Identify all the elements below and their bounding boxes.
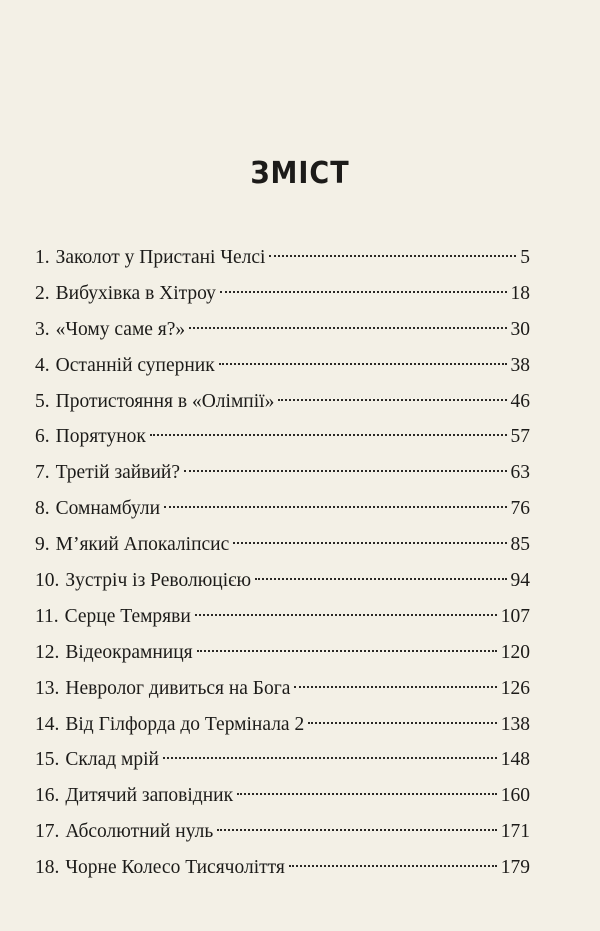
page-number: 38 — [510, 354, 530, 376]
chapter-number: 3. — [35, 318, 50, 340]
chapter-number: 17. — [35, 821, 60, 843]
toc-entry — [35, 240, 530, 276]
page-number: 160 — [500, 785, 530, 807]
toc-entry — [35, 527, 530, 563]
chapter-title: Сомнамбули — [55, 498, 161, 520]
dot-leader — [294, 686, 496, 688]
page-number: 76 — [510, 498, 530, 520]
chapter-number: 1. — [35, 247, 50, 268]
toc-entry — [35, 742, 530, 778]
toc-entry — [35, 419, 530, 455]
page-number: 57 — [510, 426, 530, 448]
page-number: 107 — [500, 605, 530, 627]
chapter-title: Протистояння в «Олімпії» — [55, 390, 275, 412]
toc-entry — [35, 671, 530, 707]
chapter-number: 7. — [35, 462, 50, 484]
dot-leader — [220, 291, 507, 293]
dot-leader — [289, 865, 497, 867]
chapter-number: 14. — [35, 713, 60, 735]
dot-leader — [150, 434, 507, 436]
chapter-title: Невролог дивиться на Бога — [65, 677, 291, 699]
toc-entry — [35, 384, 530, 420]
chapter-title: Вибухівка в Хітроу — [55, 282, 216, 304]
page-number: 148 — [500, 749, 530, 771]
dot-leader — [237, 793, 497, 795]
page-number: 138 — [500, 713, 530, 735]
toc-entry — [35, 635, 530, 671]
chapter-number: 13. — [35, 677, 60, 699]
chapter-title: «Чому саме я?» — [55, 318, 186, 340]
chapter-number: 12. — [35, 641, 60, 663]
dot-leader — [233, 542, 506, 544]
toc-entry — [35, 276, 530, 312]
chapter-number: 4. — [35, 354, 50, 376]
chapter-title: Порятунок — [55, 426, 146, 448]
page-number: 179 — [500, 857, 530, 879]
toc-entry — [35, 814, 530, 850]
chapter-number: 6. — [35, 426, 50, 448]
dot-leader — [184, 470, 507, 472]
page-number: 120 — [500, 641, 530, 663]
page-number: 63 — [510, 462, 530, 484]
chapter-title: Зустріч із Революцією — [65, 570, 252, 592]
chapter-title: М’який Апокаліпсис — [55, 534, 230, 556]
toc-entry — [35, 850, 530, 886]
chapter-title: Останній суперник — [55, 354, 215, 376]
page-number: 18 — [510, 282, 530, 304]
chapter-title: Третій зайвий? — [55, 462, 180, 484]
chapter-number: 10. — [35, 570, 60, 592]
dot-leader — [195, 614, 497, 616]
chapter-title: Абсолютний нуль — [65, 821, 214, 843]
dot-leader — [255, 578, 506, 580]
chapter-number: 2. — [35, 282, 50, 304]
dot-leader — [219, 363, 507, 365]
dot-leader — [163, 757, 497, 759]
chapter-title: Склад мрій — [65, 749, 159, 771]
chapter-title: Серце Темряви — [64, 605, 191, 627]
dot-leader — [308, 722, 497, 724]
page-number: 30 — [510, 318, 530, 340]
chapter-title: Заколот у Пристані Челсі — [55, 247, 266, 268]
page-number: 5 — [520, 247, 530, 268]
dot-leader — [189, 327, 506, 329]
chapter-number: 9. — [35, 534, 50, 556]
chapter-number: 18. — [35, 857, 60, 879]
toc-entry — [35, 312, 530, 348]
page-number: 126 — [500, 677, 530, 699]
page-number: 94 — [510, 570, 530, 592]
chapter-number: 16. — [35, 785, 60, 807]
page-number: 85 — [510, 534, 530, 556]
dot-leader — [278, 399, 506, 401]
toc-entry — [35, 348, 530, 384]
chapter-title: Від Гілфорда до Термінала 2 — [65, 713, 305, 735]
chapter-title: Чорне Колесо Тисячоліття — [65, 857, 285, 879]
chapter-number: 5. — [35, 390, 50, 412]
table-of-contents — [35, 240, 530, 886]
toc-entry — [35, 778, 530, 814]
toc-entry — [35, 563, 530, 599]
chapter-title: Відеокрамниця — [65, 641, 193, 663]
page-title: ЗМІСТ — [250, 156, 350, 191]
chapter-number: 11. — [35, 605, 59, 627]
toc-entry — [35, 599, 530, 635]
page-number: 171 — [500, 821, 530, 843]
page-number: 46 — [510, 390, 530, 412]
toc-entry — [35, 455, 530, 491]
toc-entry — [35, 707, 530, 743]
toc-entry — [35, 491, 530, 527]
chapter-number: 15. — [35, 749, 60, 771]
dot-leader — [164, 506, 506, 508]
dot-leader — [217, 829, 497, 831]
dot-leader — [197, 650, 497, 652]
chapter-title: Дитячий заповідник — [65, 785, 234, 807]
chapter-number: 8. — [35, 498, 50, 520]
dot-leader — [269, 255, 516, 257]
